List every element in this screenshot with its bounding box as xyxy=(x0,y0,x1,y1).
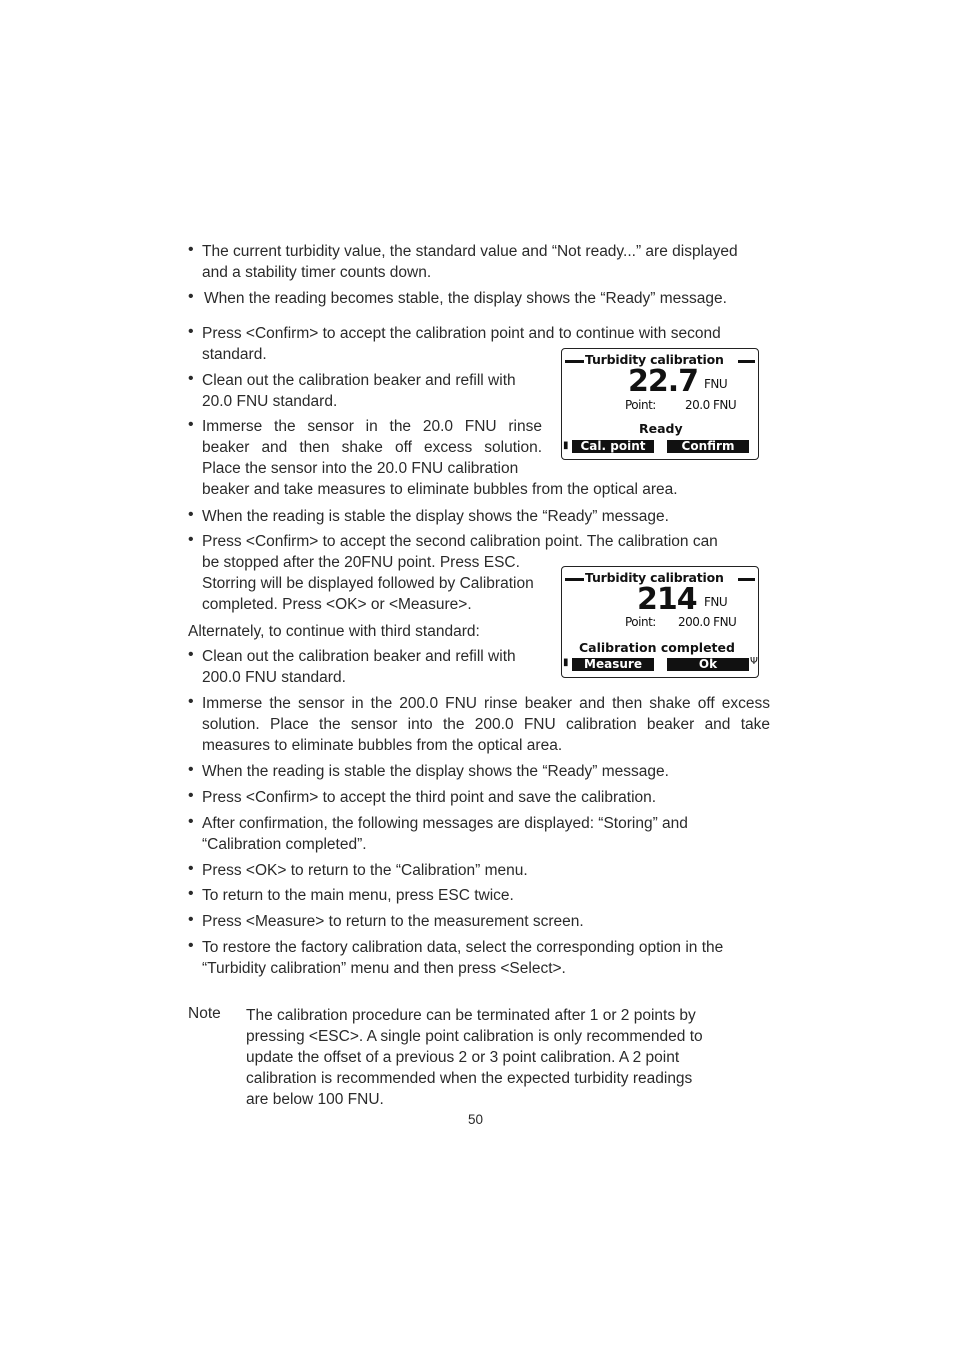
point-value: 20.0 FNU xyxy=(685,398,737,412)
text-line: measures to eliminate bubbles from the optical area. xyxy=(202,737,563,754)
text-line: be stopped after the 20FNU point. Press ESC. xyxy=(202,554,520,571)
text-line: standard. xyxy=(202,346,267,363)
lcd-screen-completed xyxy=(561,566,759,678)
bullet: • xyxy=(188,860,194,877)
text-line: are below 100 FNU. xyxy=(246,1091,384,1108)
text-line: 200.0 FNU standard. xyxy=(202,669,346,686)
text-line: To return to the main menu, press ESC twice. xyxy=(202,887,514,904)
paragraph xyxy=(202,646,547,688)
note-text xyxy=(246,1005,766,1110)
lcd-title: Turbidity calibration xyxy=(585,570,724,585)
text-line: The current turbidity value, the standard value and “Not ready...” are displayed xyxy=(202,243,738,260)
text-line: Press <OK> to return to the “Calibration” menu. xyxy=(202,862,528,879)
point-value: 200.0 FNU xyxy=(678,615,737,629)
text-line: Press <Confirm> to accept the calibration point and to continue with second xyxy=(202,325,721,342)
text-line: and a stability timer counts down. xyxy=(202,264,432,281)
text-line: Clean out the calibration beaker and refill with xyxy=(202,648,516,665)
text-line: pressing <ESC>. A single point calibration is only recommended to xyxy=(246,1028,703,1045)
paragraph xyxy=(204,288,774,309)
text-line: Place the sensor into the 20.0 FNU calibration xyxy=(202,460,519,477)
bullet: • xyxy=(188,787,194,804)
text-line: When the reading is stable the display shows the “Ready” message. xyxy=(202,763,669,780)
note-label: Note xyxy=(188,1005,221,1022)
text-line: When the reading becomes stable, the display shows the “Ready” message. xyxy=(204,290,727,307)
lcd-screen-ready xyxy=(561,348,759,460)
status-message: Calibration completed xyxy=(579,640,735,655)
text-line: “Calibration completed”. xyxy=(202,836,367,853)
bullet: • xyxy=(188,416,194,433)
paragraph xyxy=(202,787,772,808)
paragraph xyxy=(202,506,772,527)
bullet: • xyxy=(188,646,194,663)
reading-value: 214 xyxy=(637,582,697,617)
text-line: To restore the factory calibration data, select the corresponding option in the xyxy=(202,939,724,956)
paragraph xyxy=(188,621,548,642)
paragraph xyxy=(202,813,772,855)
reading-value: 22.7 xyxy=(628,364,699,399)
text-line: “Turbidity calibration” menu and then press <Select>. xyxy=(202,960,566,977)
softkey-measure[interactable]: Measure xyxy=(572,658,654,671)
paragraph xyxy=(202,860,772,881)
title-rule xyxy=(565,578,585,581)
text-line: Press <Confirm> to accept the third point and save the calibration. xyxy=(202,789,657,806)
text-line: Alternately, to continue with third standard: xyxy=(188,623,480,640)
text-line: solution. Place the sensor into the 200.0 FNU calibration beaker and take xyxy=(202,716,770,733)
text-line: Immerse the sensor in the 200.0 FNU rinse beaker and then shake off excess xyxy=(202,695,770,712)
paragraph xyxy=(202,911,772,932)
text-line: When the reading is stable the display shows the “Ready” message. xyxy=(202,508,669,525)
reading-unit: FNU xyxy=(704,595,728,609)
text-line: Press <Measure> to return to the measurement screen. xyxy=(202,913,584,930)
softkey-ok[interactable]: Ok xyxy=(667,658,749,671)
paragraph xyxy=(202,885,772,906)
battery-icon: ▮ xyxy=(563,440,569,451)
page-number: 50 xyxy=(468,1112,484,1127)
point-label: Point: xyxy=(625,615,656,629)
bullet: • xyxy=(188,813,194,830)
reading-unit: FNU xyxy=(704,377,728,391)
text-line: Press <Confirm> to accept the second calibration point. The calibration can xyxy=(202,533,718,550)
bullet: • xyxy=(188,288,194,305)
title-rule xyxy=(738,578,755,581)
paragraph xyxy=(202,241,772,283)
text-line: completed. Press <OK> or <Measure>. xyxy=(202,596,472,613)
text-line: beaker and then shake off excess solution. xyxy=(202,439,542,456)
bullet: • xyxy=(188,937,194,954)
bullet: • xyxy=(188,693,194,710)
bullet: • xyxy=(188,911,194,928)
battery-icon: ▮ xyxy=(563,657,569,668)
text-line: The calibration procedure can be terminated after 1 or 2 points by xyxy=(246,1007,696,1024)
bullet: • xyxy=(188,506,194,523)
text-line: 20.0 FNU standard. xyxy=(202,393,338,410)
paragraph xyxy=(202,370,547,412)
paragraph xyxy=(202,693,770,756)
text-line: beaker and take measures to eliminate bubbles from the optical area. xyxy=(202,481,678,498)
softkey-confirm[interactable]: Confirm xyxy=(667,440,749,453)
softkey-cal-point[interactable]: Cal. point xyxy=(572,440,654,453)
bullet: • xyxy=(188,241,194,258)
antenna-icon: Ψ xyxy=(750,656,758,667)
bullet: • xyxy=(188,370,194,387)
title-rule xyxy=(738,360,755,363)
text-line: Immerse the sensor in the 20.0 FNU rinse xyxy=(202,418,542,435)
paragraph xyxy=(202,937,772,979)
text-line: calibration is recommended when the expected turbidity readings xyxy=(246,1070,693,1087)
text-line: After confirmation, the following messages are displayed: “Storing” and xyxy=(202,815,688,832)
text-line: Clean out the calibration beaker and refill with xyxy=(202,372,516,389)
text-line: update the offset of a previous 2 or 3 point calibration. A 2 point xyxy=(246,1049,680,1066)
title-rule xyxy=(565,360,585,363)
lcd-title: Turbidity calibration xyxy=(585,352,724,367)
bullet: • xyxy=(188,761,194,778)
status-message: Ready xyxy=(639,421,683,436)
bullet: • xyxy=(188,531,194,548)
paragraph xyxy=(202,761,772,782)
text-line: Storring will be displayed followed by Calibration xyxy=(202,575,534,592)
bullet: • xyxy=(188,323,194,340)
point-label: Point: xyxy=(625,398,656,412)
bullet: • xyxy=(188,885,194,902)
